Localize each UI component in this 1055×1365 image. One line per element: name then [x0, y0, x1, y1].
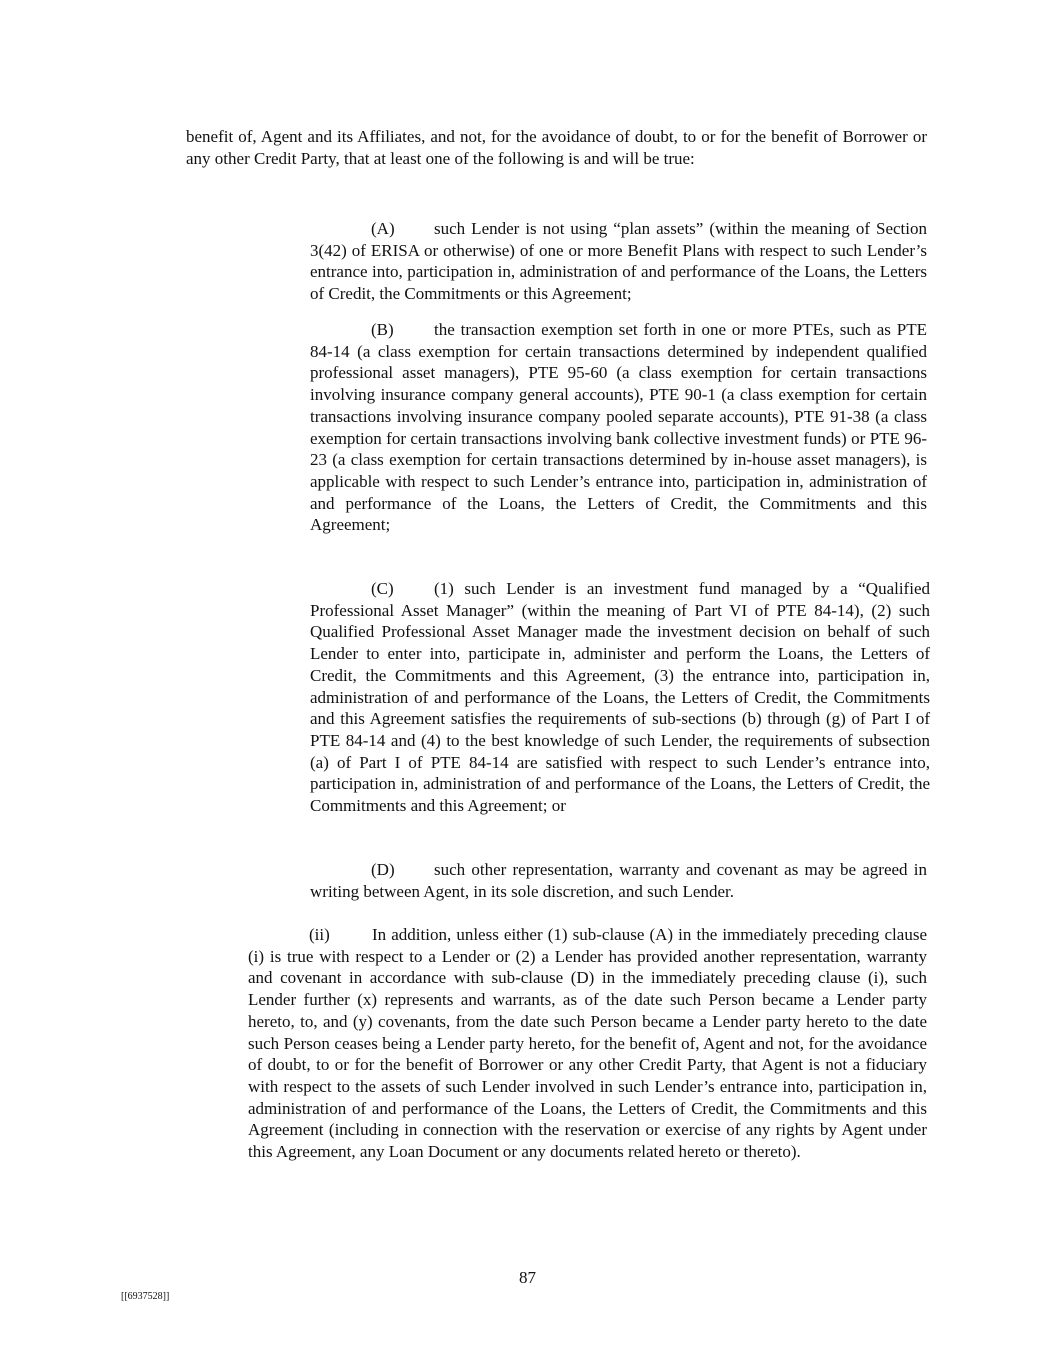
clause-ii-paragraph — [248, 924, 927, 1163]
clause-d-paragraph — [310, 859, 927, 902]
clause-d-label: (D) — [371, 860, 395, 879]
document-id: [[6937528]] — [121, 1291, 170, 1302]
clause-a-paragraph — [310, 218, 927, 305]
clause-b-paragraph — [310, 319, 927, 536]
clause-b-text: the transaction exemption set forth in one or more PTEs, such as PTE 84-14 (a class exemption for certain transactions determined by independent qualified professional asset managers), PTE 95-60 (a class exemption for certain transactions involving insurance company general accounts), PTE 90-1 (a class exemption for certain transactions involving insurance company pooled separate accounts), PTE 91-38 (a class exemption for certain transactions involving bank collective investment funds) or PTE 96-23 (a class exemption for certain transactions determined by in-house asset managers), is applicable with respect to such Lender’s entrance into, participation in, administration of and performance of the Loans, the Letters of Credit, the Commitments and this Agreement; — [310, 320, 927, 535]
clause-a-text: such Lender is not using “plan assets” (within the meaning of Section 3(42) of ERISA or otherwise) of one or more Benefit Plans with respect to such Lender’s entrance into, participation in, administration of and performance of the Loans, the Letters of Credit, the Commitments or this Agreement; — [310, 219, 927, 304]
page-number: 87 — [519, 1268, 536, 1287]
clause-c-text: (1) such Lender is an investment fund managed by a “Qualified Professional Asset Manager” (within the meaning of Part VI of PTE 84-14), (2) such Qualified Professional Asset Manager made the investment decision on behalf of such Lender to enter into, participate in, administer and perform the Loans, the Letters of Credit, the Commitments and this Agreement, (3) the entrance into, participation in, administration of and performance of the Loans, the Letters of Credit, the Commitments and this Agreement satisfies the requirements of sub-sections (b) through (g) of Part I of PTE 84-14 and (4) to the best knowledge of such Lender, the requirements of subsection (a) of Part I of PTE 84-14 are satisfied with respect to such Lender’s entrance into, participation in, administration of and performance of the Loans, the Letters of Credit, the Commitments and this Agreement; or — [310, 579, 930, 816]
clause-d-text: such other representation, warranty and covenant as may be agreed in writing between Agent, in its sole discretion, and such Lender. — [310, 860, 927, 901]
clause-c-label: (C) — [371, 579, 394, 598]
clause-ii-label: (ii) — [309, 925, 330, 944]
intro-paragraph: benefit of, Agent and its Affiliates, and not, for the avoidance of doubt, to or for the benefit of Borrower or any other Credit Party, that at least one of the following is and will be true: — [186, 127, 927, 168]
clause-b-label: (B) — [371, 320, 394, 339]
clause-ii-text: In addition, unless either (1) sub-clause (A) in the immediately preceding clause (i) is true with respect to a Lender or (2) a Lender has provided another representation, warranty and covenant in accordance with sub-clause (D) in the immediately preceding clause (i), such Lender further (x) represents and warrants, as of the date such Person became a Lender party hereto, to, and (y) covenants, from the date such Person became a Lender party hereto to the date such Person ceases being a Lender party hereto, for the benefit of, Agent and not, for the avoidance of doubt, to or for the benefit of Borrower or any other Credit Party, that Agent is not a fiduciary with respect to the assets of such Lender involved in such Lender’s entrance into, participation in, administration of and performance of the Loans, the Letters of Credit, the Commitments and this Agreement (including in connection with the reservation or exercise of any rights by Agent under this Agreement, any Loan Document or any documents related hereto or thereto). — [248, 925, 927, 1162]
clause-c-paragraph — [310, 578, 930, 817]
clause-a-label: (A) — [371, 219, 395, 238]
